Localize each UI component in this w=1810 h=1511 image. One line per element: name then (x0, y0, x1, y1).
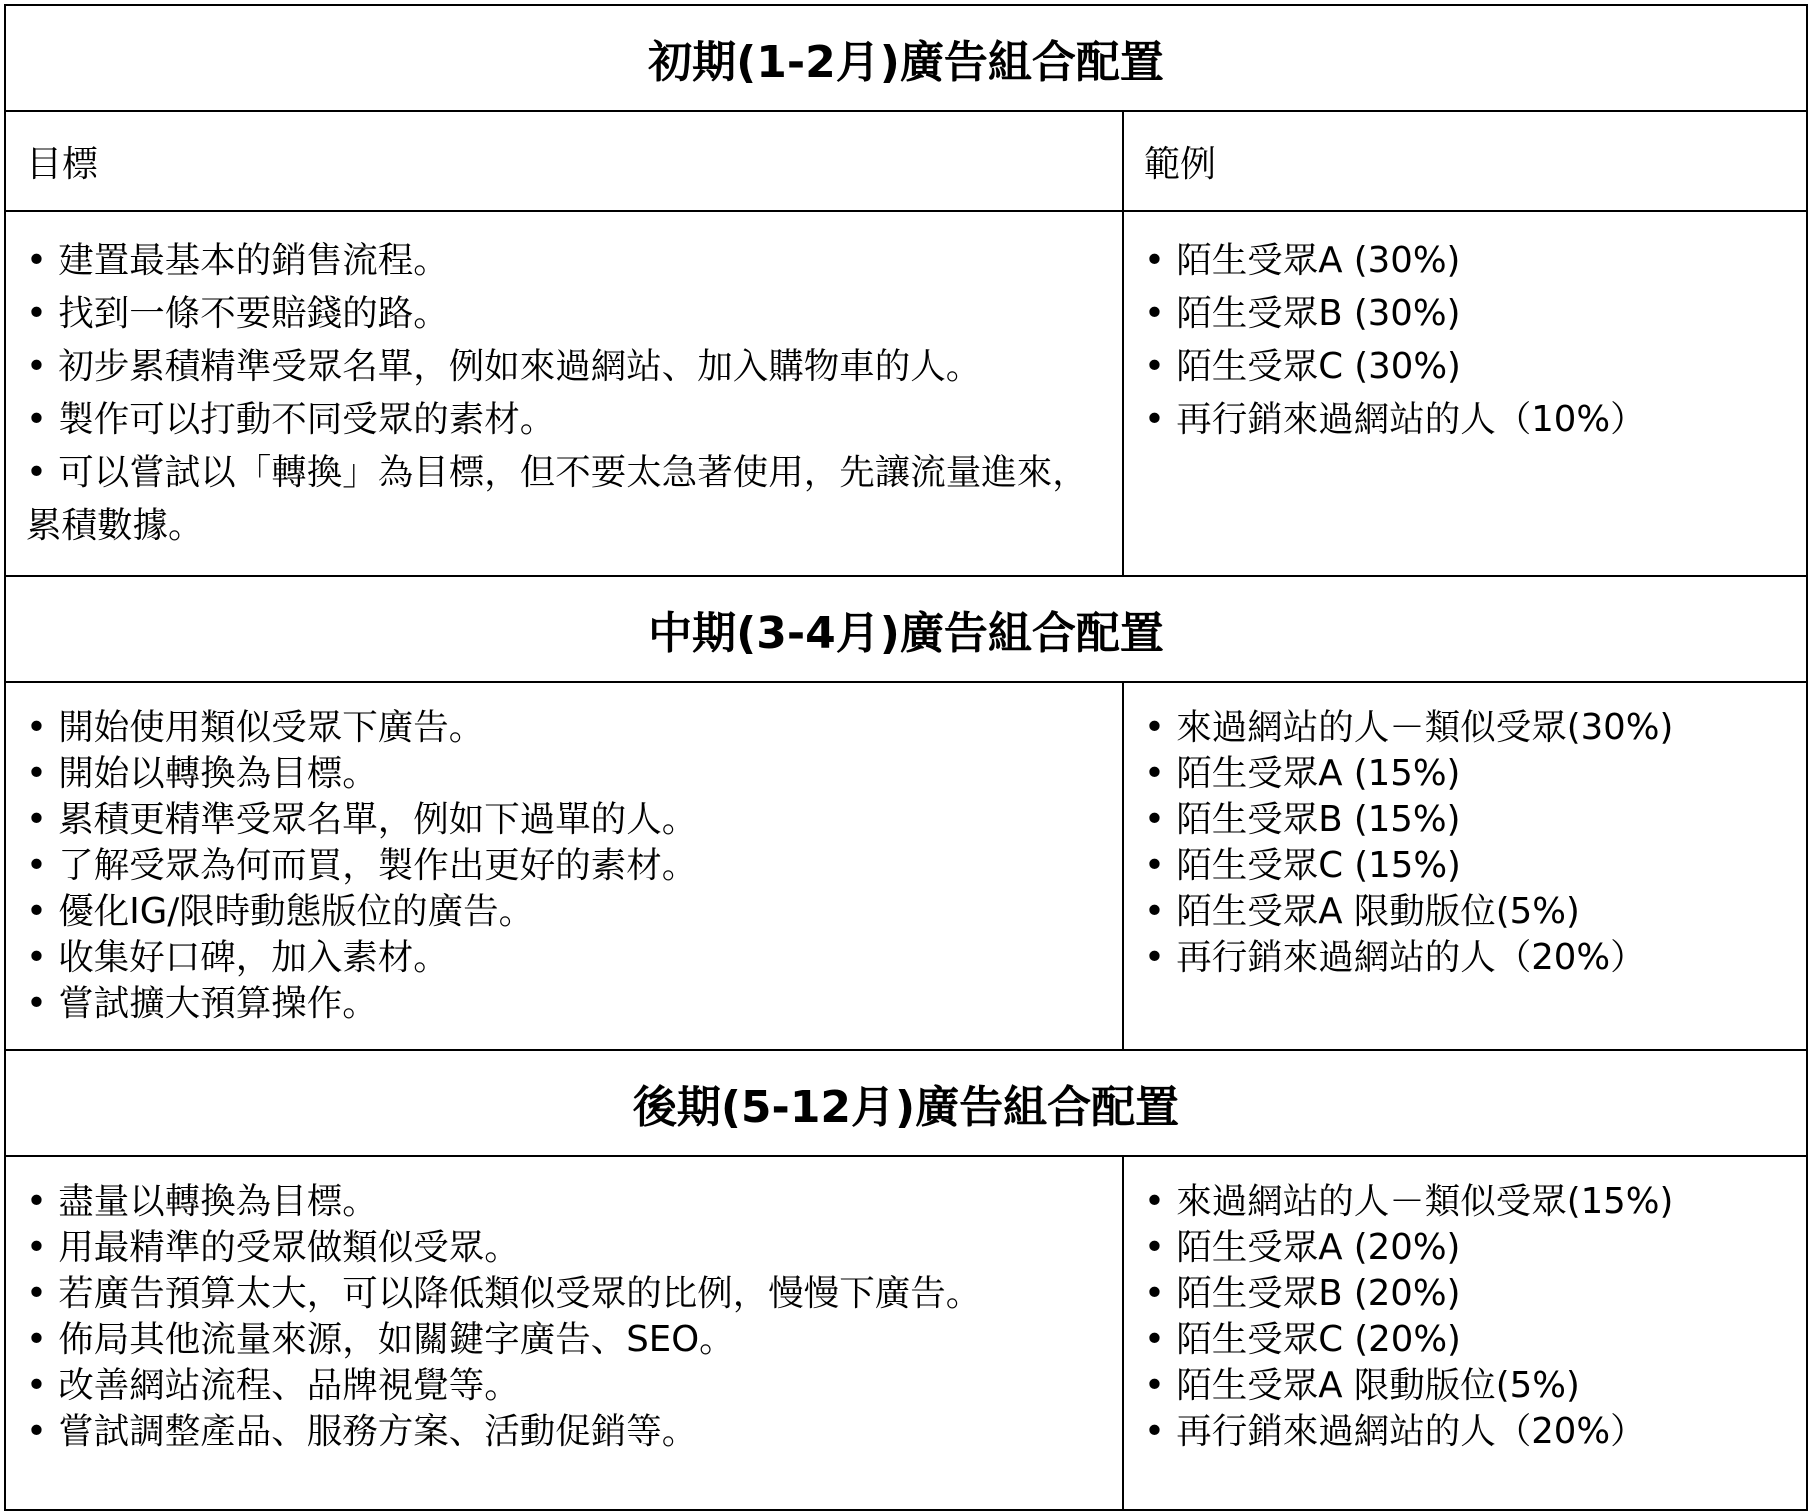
list-item: • 累積更精準受眾名單，例如下過單的人。 (26, 799, 698, 840)
list-item: • 陌生受眾C (15%) (1144, 845, 1461, 886)
list-item: • 開始以轉換為目標。 (26, 753, 378, 794)
list-item: • 製作可以打動不同受眾的素材。 (26, 399, 556, 440)
list-item: • 來過網站的人－類似受眾(15%) (1144, 1181, 1674, 1222)
goals-list-mid (26, 705, 1104, 1027)
list-item: • 再行銷來過網站的人（20%） (1144, 1411, 1646, 1452)
goals-list-late (26, 1179, 1104, 1455)
list-item: • 盡量以轉換為目標。 (26, 1181, 378, 1222)
list-item: • 陌生受眾A 限動版位(5%) (1144, 891, 1580, 932)
phase-content-row-mid (5, 682, 1807, 1050)
phase-content-row-early (5, 211, 1807, 576)
list-item: • 優化IG/限時動態版位的廣告。 (26, 891, 535, 932)
ad-plan-table (4, 4, 1808, 1511)
list-item: • 可以嘗試以「轉換」為目標，但不要太急著使用，先讓流量進來，累積數據。 (26, 452, 1088, 546)
list-item: • 陌生受眾B (30%) (1144, 293, 1461, 334)
examples-cell-late (1123, 1156, 1807, 1510)
examples-list-mid (1144, 705, 1788, 981)
goals-cell-early (5, 211, 1123, 576)
list-item: • 建置最基本的銷售流程。 (26, 240, 449, 281)
list-item: • 陌生受眾A (30%) (1144, 240, 1461, 281)
list-item: • 找到一條不要賠錢的路。 (26, 293, 449, 334)
examples-cell-mid (1123, 682, 1807, 1050)
list-item: • 陌生受眾C (30%) (1144, 346, 1461, 387)
phase-title-row (5, 1050, 1807, 1156)
phase-title-row (5, 5, 1807, 111)
list-item: • 了解受眾為何而買，製作出更好的素材。 (26, 845, 698, 886)
phase-title-early: 初期(1-2月)廣告組合配置 (5, 5, 1807, 111)
list-item: • 改善網站流程、品牌視覺等。 (26, 1365, 520, 1406)
list-item: • 陌生受眾A (15%) (1144, 753, 1461, 794)
list-item: • 再行銷來過網站的人（10%） (1144, 399, 1646, 440)
goals-cell-mid (5, 682, 1123, 1050)
list-item: • 陌生受眾A (20%) (1144, 1227, 1461, 1268)
phase-content-row-late (5, 1156, 1807, 1510)
examples-list-early (1144, 234, 1788, 446)
list-item: • 嘗試調整產品、服務方案、活動促銷等。 (26, 1411, 698, 1452)
list-item: • 初步累積精準受眾名單，例如來過網站、加入購物車的人。 (26, 346, 982, 387)
list-item: • 嘗試擴大預算操作。 (26, 983, 378, 1024)
examples-list-late (1144, 1179, 1788, 1455)
goals-cell-late (5, 1156, 1123, 1510)
list-item: • 陌生受眾B (15%) (1144, 799, 1461, 840)
list-item: • 佈局其他流量來源，如關鍵字廣告、SEO。 (26, 1319, 735, 1360)
list-item: • 若廣告預算太大，可以降低類似受眾的比例，慢慢下廣告。 (26, 1273, 982, 1314)
phase-title-row (5, 576, 1807, 682)
list-item: • 陌生受眾B (20%) (1144, 1273, 1461, 1314)
list-item: • 陌生受眾C (20%) (1144, 1319, 1461, 1360)
goal-column-header: 目標 (5, 111, 1123, 211)
list-item: • 再行銷來過網站的人（20%） (1144, 937, 1646, 978)
list-item: • 來過網站的人－類似受眾(30%) (1144, 707, 1674, 748)
list-item: • 用最精準的受眾做類似受眾。 (26, 1227, 520, 1268)
phase-title-mid: 中期(3-4月)廣告組合配置 (5, 576, 1807, 682)
phase-title-late: 後期(5-12月)廣告組合配置 (5, 1050, 1807, 1156)
goals-list-early (26, 234, 1104, 552)
example-column-header: 範例 (1123, 111, 1807, 211)
list-item: • 陌生受眾A 限動版位(5%) (1144, 1365, 1580, 1406)
column-header-row (5, 111, 1807, 211)
examples-cell-early (1123, 211, 1807, 576)
list-item: • 收集好口碑，加入素材。 (26, 937, 449, 978)
list-item: • 開始使用類似受眾下廣告。 (26, 707, 485, 748)
